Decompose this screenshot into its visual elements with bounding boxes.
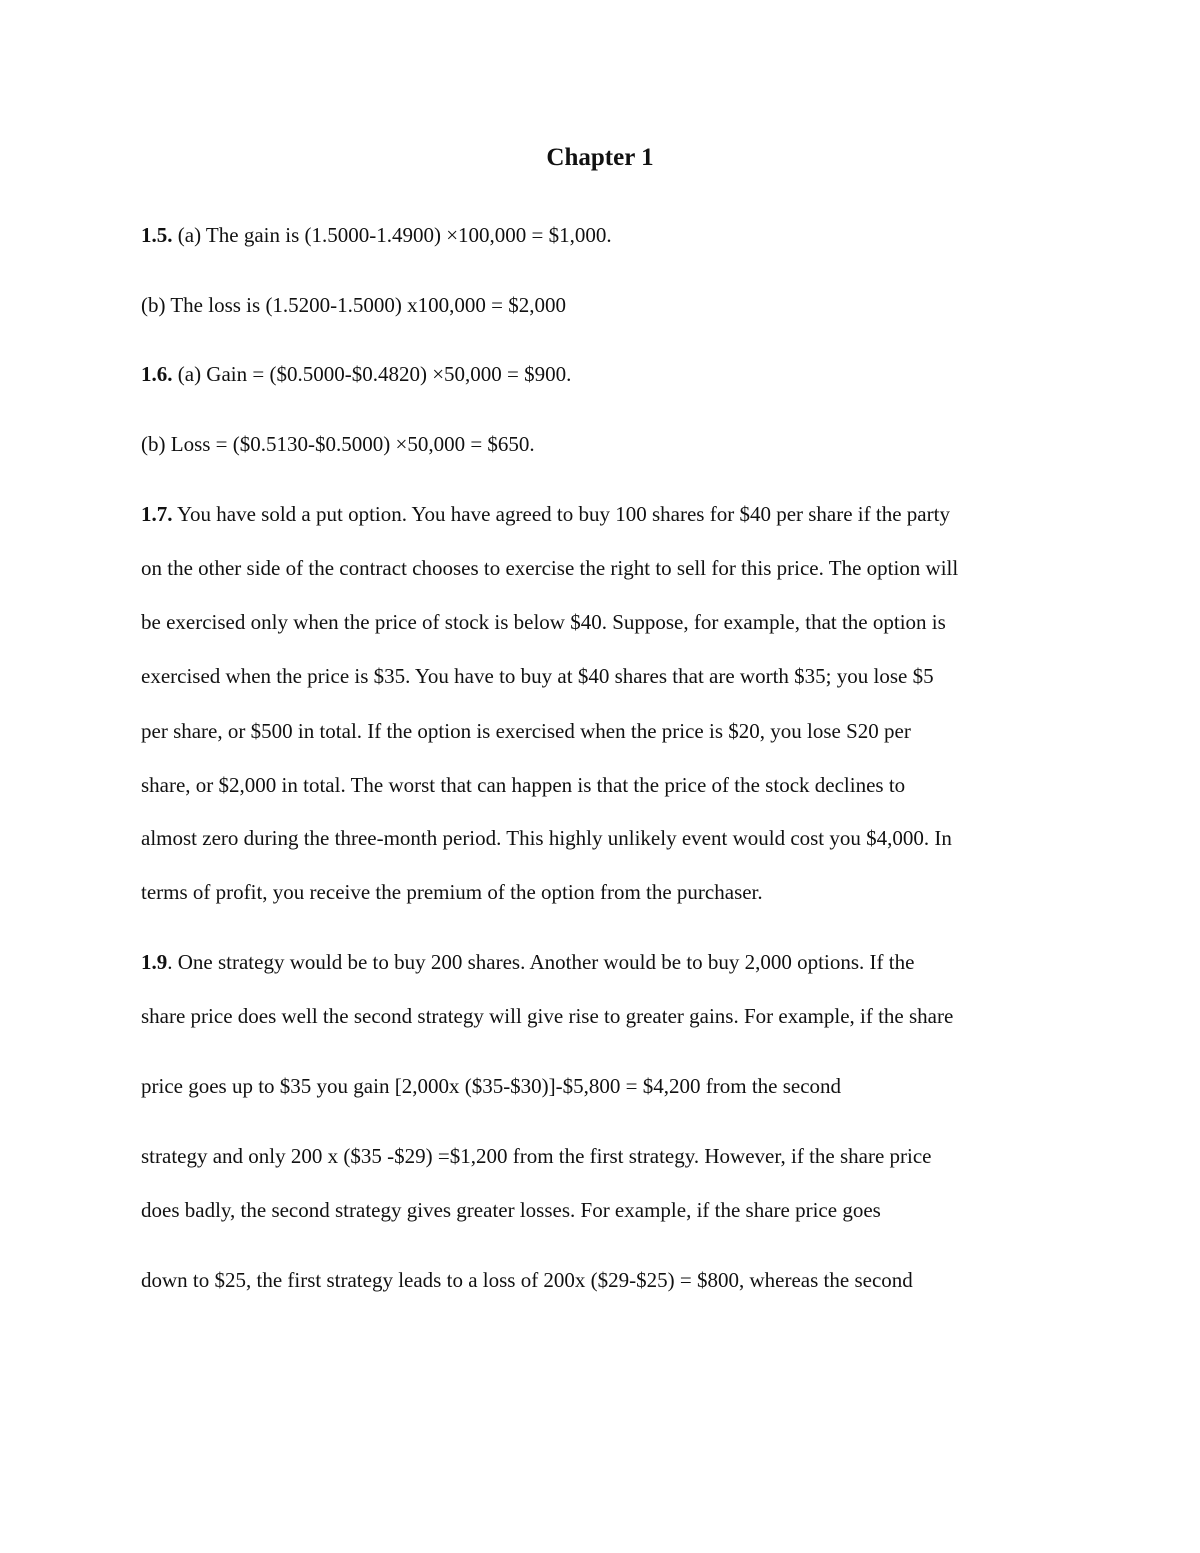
line-text: exercised when the price is $35. You have to buy at $40 shares that are worth $35; you lose $5: [141, 664, 934, 688]
line-text: almost zero during the three-month period. This highly unlikely event would cost you $4,000. In: [141, 826, 952, 850]
page-title: Chapter 1: [546, 144, 654, 171]
text-line: [141, 429, 1101, 459]
text-line: [141, 290, 1101, 320]
problem-number: 1.5.: [141, 223, 173, 247]
text-line: [141, 877, 1101, 907]
problem-number: 1.7.: [141, 502, 173, 526]
line-text: (a) Gain = ($0.5000-$0.4820) ×50,000 = $900.: [172, 362, 572, 386]
line-text: does badly, the second strategy gives greater losses. For example, if the share price goes: [141, 1198, 881, 1222]
text-line: [141, 947, 1101, 977]
problem-number: 1.6.: [141, 362, 173, 386]
text-line: [141, 1195, 1101, 1225]
line-text: be exercised only when the price of stock is below $40. Suppose, for example, that the option is: [141, 610, 946, 634]
text-line: [141, 220, 1101, 250]
line-text: . One strategy would be to buy 200 shares. Another would be to buy 2,000 options. If the: [167, 950, 915, 974]
text-line: [141, 823, 1101, 853]
line-text: (b) The loss is (1.5200-1.5000) x100,000 = $2,000: [141, 293, 567, 317]
text-line: [141, 770, 1101, 800]
text-line: [141, 661, 1101, 691]
text-line: [141, 553, 1101, 583]
line-text: (b) Loss = ($0.5130-$0.5000) ×50,000 = $650.: [141, 432, 535, 456]
line-text: down to $25, the first strategy leads to a loss of 200x ($29-$25) = $800, whereas the second: [141, 1268, 913, 1292]
line-text: strategy and only 200 x ($35 -$29) =$1,200 from the first strategy. However, if the share price: [141, 1144, 932, 1168]
text-line: [141, 499, 1101, 529]
text-line: [141, 716, 1101, 746]
line-text: (a) The gain is (1.5000-1.4900) ×100,000 = $1,000.: [172, 223, 612, 247]
line-text: share price does well the second strategy will give rise to greater gains. For example, if the share: [141, 1004, 954, 1028]
line-text: per share, or $500 in total. If the option is exercised when the price is $20, you lose S20 per: [141, 719, 911, 743]
text-line: [141, 607, 1101, 637]
line-text: share, or $2,000 in total. The worst that can happen is that the price of the stock declines to: [141, 773, 906, 797]
text-line: [141, 1265, 1101, 1295]
text-line: [141, 1141, 1101, 1171]
problem-number: 1.9: [141, 950, 168, 974]
text-line: [141, 1001, 1101, 1031]
line-text: price goes up to $35 you gain [2,000x ($35-$30)]-$5,800 = $4,200 from the second: [141, 1074, 842, 1098]
line-text: on the other side of the contract chooses to exercise the right to sell for this price. The option will: [141, 556, 959, 580]
line-text: terms of profit, you receive the premium of the option from the purchaser.: [141, 880, 763, 904]
text-line: [141, 1071, 1101, 1101]
text-line: [141, 359, 1101, 389]
line-text: You have sold a put option. You have agreed to buy 100 shares for $40 per share if the party: [172, 502, 950, 526]
